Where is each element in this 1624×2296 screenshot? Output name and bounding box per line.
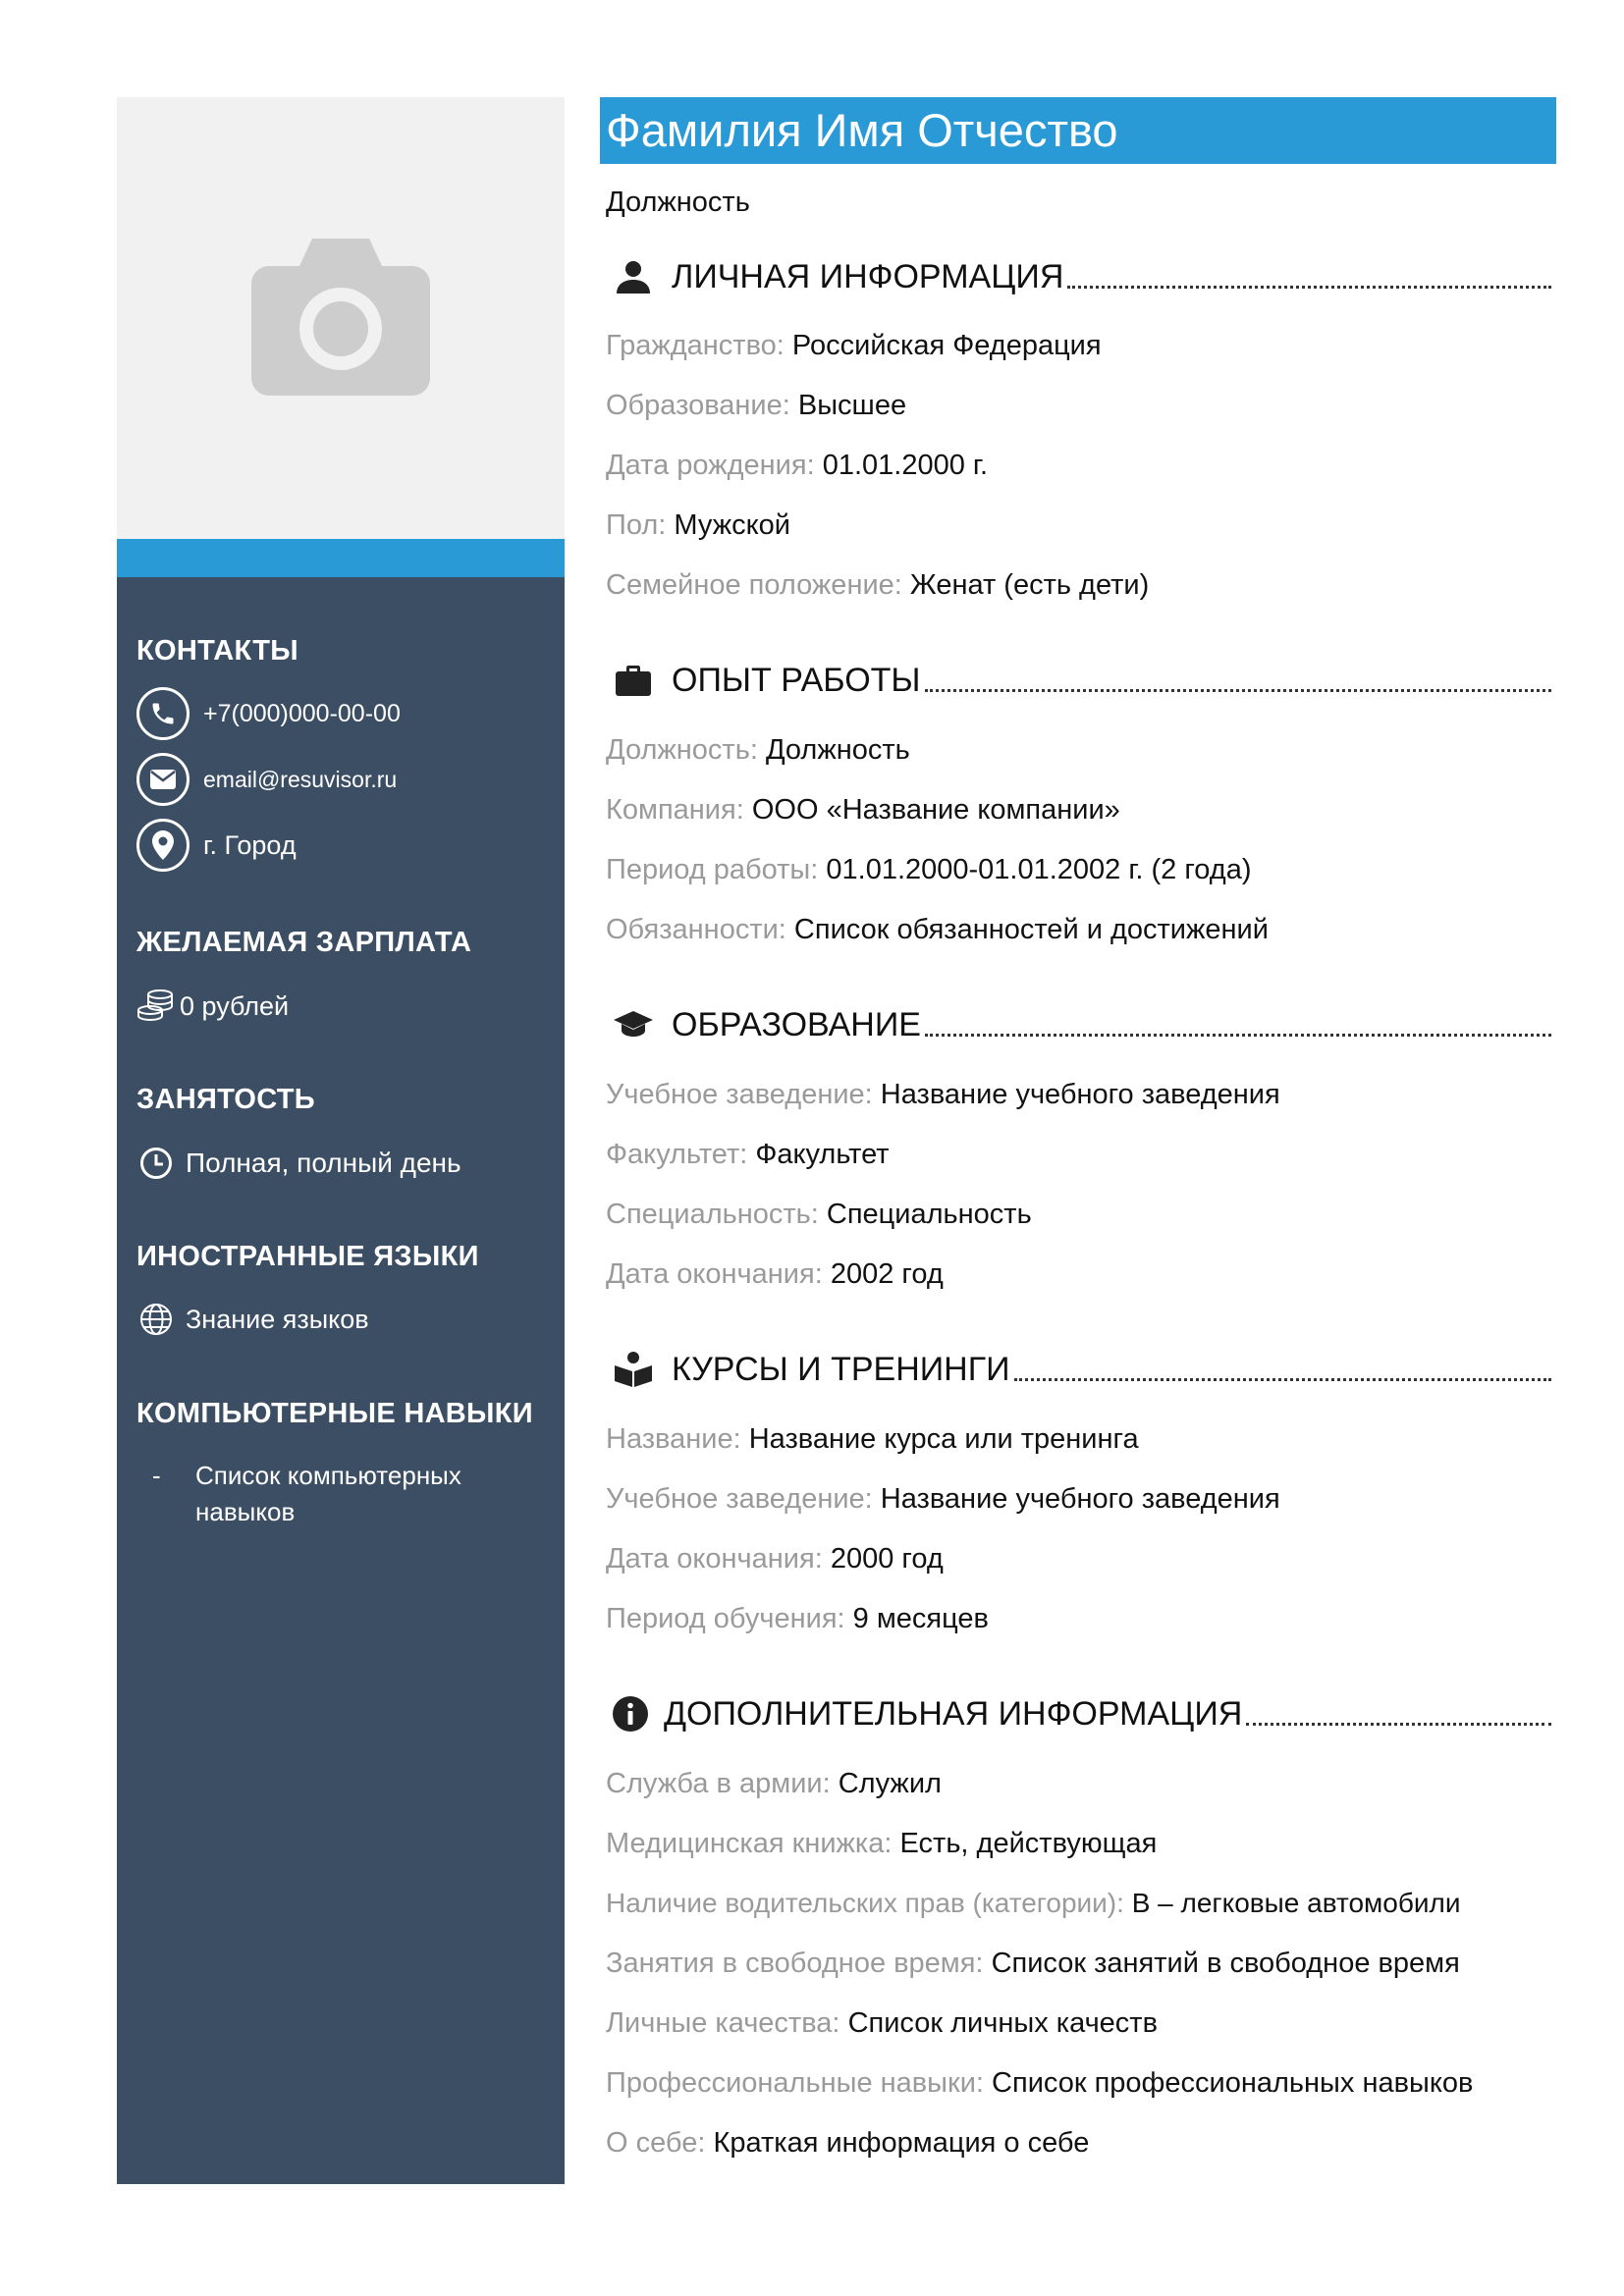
- section-title: ЛИЧНАЯ ИНФОРМАЦИЯ: [672, 258, 1064, 295]
- info-icon: [609, 1694, 652, 1734]
- languages-heading: ИНОСТРАННЫЕ ЯЗЫКИ: [136, 1241, 479, 1272]
- dotted-leader: [1014, 1378, 1551, 1381]
- field-hobbies: Занятия в свободное время: Список занятий в свободное время: [606, 1948, 1460, 1979]
- contact-city: [136, 819, 297, 872]
- coins-icon: [136, 987, 176, 1026]
- employment-text: Полная, полный день: [186, 1148, 461, 1178]
- field-job-title: Должность: Должность: [606, 734, 910, 766]
- mail-icon: [136, 753, 189, 806]
- field-about-me: О себе: Краткая информация о себе: [606, 2127, 1090, 2159]
- globe-icon: [136, 1300, 176, 1339]
- salary-row: [136, 987, 289, 1026]
- field-birth-date: Дата рождения: 01.01.2000 г.: [606, 450, 988, 481]
- graduation-cap-icon: [609, 1005, 658, 1044]
- section-title: ОБРАЗОВАНИЕ: [672, 1006, 921, 1043]
- field-marital-status: Семейное положение: Женат (есть дети): [606, 569, 1150, 601]
- field-company: Компания: ООО «Название компании»: [606, 794, 1120, 826]
- field-work-period: Период работы: 01.01.2000-01.01.2002 г. (2 года): [606, 854, 1252, 885]
- section-heading-education: [609, 1005, 1551, 1044]
- clock-icon: [136, 1144, 176, 1183]
- bullet-dash: -: [152, 1461, 161, 1490]
- dotted-leader: [1067, 286, 1551, 289]
- phone-icon: [136, 687, 189, 740]
- dotted-leader: [925, 689, 1551, 692]
- employment-row: [136, 1144, 461, 1183]
- field-institution: Учебное заведение: Название учебного заведения: [606, 1079, 1280, 1110]
- computer-skills-item: [152, 1458, 461, 1530]
- section-title: ОПЫТ РАБОТЫ: [672, 662, 921, 699]
- field-professional-skills: Профессиональные навыки: Список профессиональных навыков: [606, 2067, 1474, 2099]
- book-reader-icon: [609, 1350, 658, 1389]
- field-education: Образование: Высшее: [606, 390, 907, 421]
- email-text[interactable]: email@resuvisor.ru: [203, 766, 398, 792]
- full-name: Фамилия Имя Отчество: [606, 104, 1118, 156]
- camera-icon: [251, 239, 430, 396]
- field-course-period: Период обучения: 9 месяцев: [606, 1603, 989, 1634]
- field-course-name: Название: Название курса или тренинга: [606, 1423, 1139, 1455]
- city-text: г. Город: [203, 829, 297, 860]
- field-army-service: Служба в армии: Служил: [606, 1768, 942, 1799]
- section-title: ДОПОЛНИТЕЛЬНАЯ ИНФОРМАЦИЯ: [664, 1695, 1243, 1733]
- contacts-heading: КОНТАКТЫ: [136, 635, 298, 667]
- photo-placeholder: [117, 97, 565, 539]
- field-course-end-date: Дата окончания: 2000 год: [606, 1543, 944, 1575]
- field-medical-book: Медицинская книжка: Есть, действующая: [606, 1828, 1158, 1859]
- skill-line-1: Список компьютерных: [195, 1461, 461, 1490]
- field-gender: Пол: Мужской: [606, 509, 790, 541]
- salary-heading: ЖЕЛАЕМАЯ ЗАРПЛАТА: [136, 927, 472, 958]
- section-heading-additional: [609, 1694, 1551, 1734]
- section-title: КУРСЫ И ТРЕНИНГИ: [672, 1351, 1010, 1388]
- contact-phone: [136, 687, 401, 740]
- salary-text: 0 рублей: [180, 990, 290, 1021]
- contact-email: [136, 753, 397, 806]
- field-graduation-date: Дата окончания: 2002 год: [606, 1258, 944, 1290]
- sidebar: [117, 97, 565, 2184]
- employment-heading: ЗАНЯТОСТЬ: [136, 1084, 315, 1115]
- job-position: Должность: [606, 187, 750, 218]
- field-citizenship: Гражданство: Российская Федерация: [606, 330, 1102, 361]
- field-course-institution: Учебное заведение: Название учебного заведения: [606, 1483, 1280, 1515]
- section-heading-experience: [609, 661, 1551, 700]
- phone-text[interactable]: +7(000)000-00-00: [203, 699, 401, 727]
- name-bar: [600, 97, 1556, 164]
- languages-text: Знание языков: [186, 1304, 369, 1334]
- section-heading-personal: [609, 257, 1551, 296]
- person-icon: [609, 257, 658, 296]
- location-pin-icon: [136, 819, 189, 872]
- field-specialty: Специальность: Специальность: [606, 1199, 1032, 1230]
- section-heading-courses: [609, 1350, 1551, 1389]
- photo-accent-bar: [117, 539, 565, 577]
- dotted-leader: [1246, 1723, 1551, 1726]
- field-duties: Обязанности: Список обязанностей и достижений: [606, 914, 1269, 945]
- field-driving-license: Наличие водительских прав (категории): B – легковые автомобили: [606, 1888, 1461, 1918]
- briefcase-icon: [609, 661, 658, 700]
- field-faculty: Факультет: Факультет: [606, 1139, 890, 1170]
- dotted-leader: [925, 1034, 1551, 1037]
- skill-line-2: навыков: [195, 1497, 296, 1526]
- computer-skills-heading: КОМПЬЮТЕРНЫЕ НАВЫКИ: [136, 1398, 533, 1429]
- field-personal-qualities: Личные качества: Список личных качеств: [606, 2007, 1158, 2039]
- languages-row: [136, 1300, 369, 1339]
